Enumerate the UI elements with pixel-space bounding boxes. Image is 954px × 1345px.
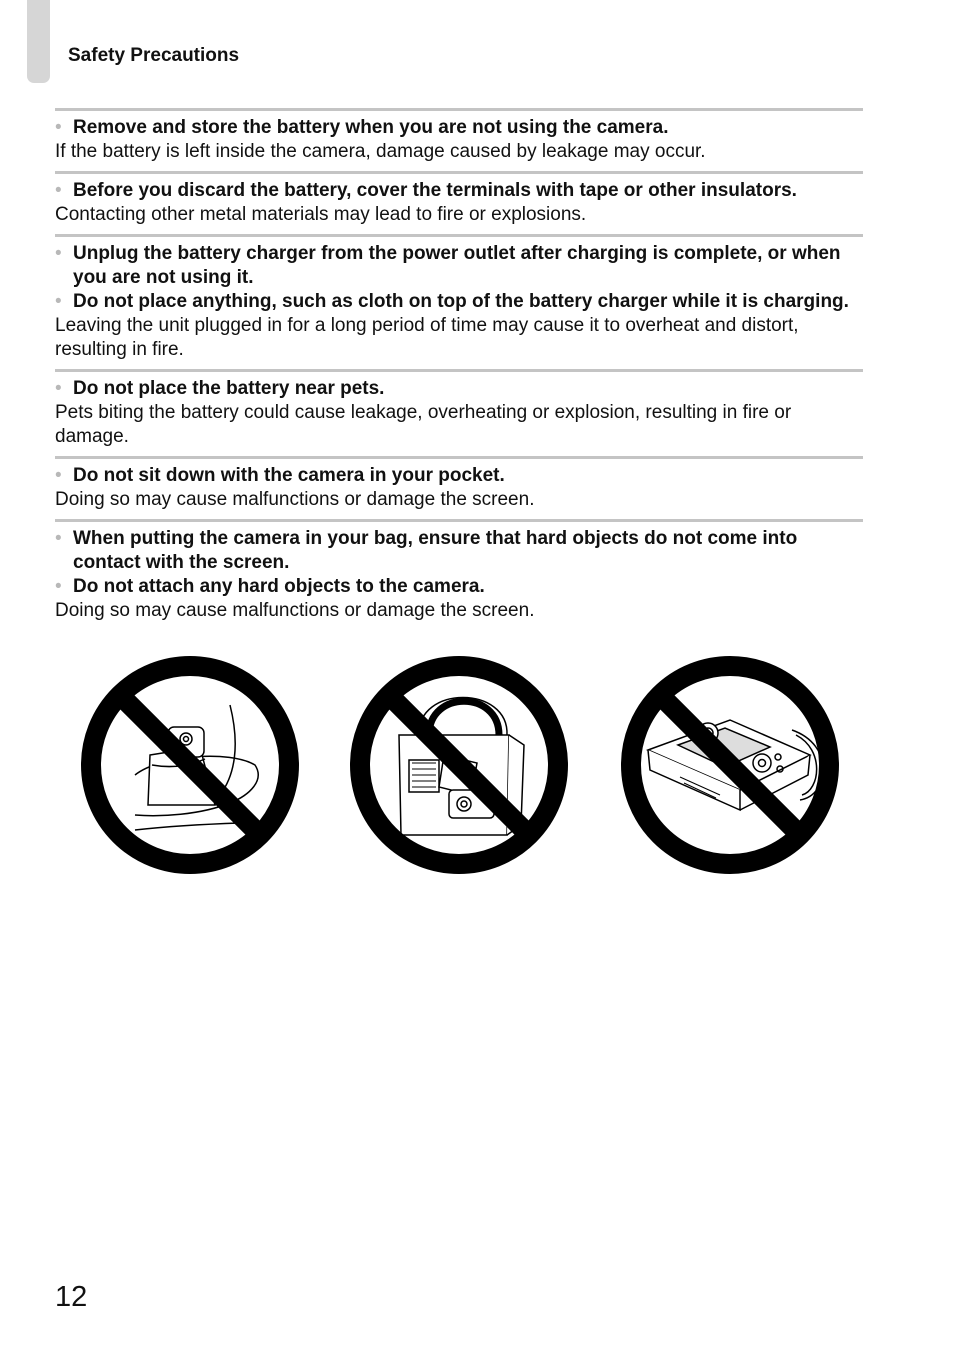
precaution-item [55, 290, 863, 314]
pocket-illustration-svg [80, 655, 300, 875]
section-title: Safety Precautions [68, 45, 240, 66]
prohibit-slash [120, 695, 260, 835]
precaution-block-pocket [55, 456, 863, 512]
precaution-text: Before you discard the battery, cover the terminals with tape or other insulators. [73, 180, 797, 201]
bullet-marker: • [55, 465, 62, 486]
bullet-marker: • [55, 378, 62, 399]
bullet-marker: • [55, 291, 62, 312]
precaution-note: Contacting other metal materials may lead to fire or explosions. [55, 204, 587, 225]
precaution-item [55, 527, 863, 575]
prohibited-actions-illustrations [80, 655, 845, 875]
precaution-text: When putting the camera in your bag, ensure that hard objects do not come into contact with the screen. [73, 528, 798, 573]
precaution-item [55, 575, 863, 599]
precaution-block-battery-storage [55, 108, 863, 164]
camera-illustration-svg [620, 655, 840, 875]
bullet-marker: • [55, 117, 62, 138]
precaution-text: Unplug the battery charger from the power outlet after charging is complete, or when you are not using it. [73, 243, 841, 288]
precaution-item [55, 179, 863, 203]
precaution-note: Pets biting the battery could cause leakage, overheating or explosion, resulting in fire or damage. [55, 402, 792, 447]
precaution-block-pets [55, 369, 863, 449]
precaution-text: Do not sit down with the camera in your pocket. [73, 465, 505, 486]
camera-in-bag-prohibited-icon [349, 655, 569, 875]
precaution-block-battery-discard [55, 171, 863, 227]
bullet-marker: • [55, 180, 62, 201]
precaution-item [55, 464, 863, 488]
bullet-marker: • [55, 576, 62, 597]
precaution-item [55, 377, 863, 401]
page-number: 12 [55, 1281, 88, 1313]
precaution-item [55, 242, 863, 290]
bag-illustration-svg [349, 655, 569, 875]
camera-with-hard-object-prohibited-icon [620, 655, 840, 875]
precaution-note: Doing so may cause malfunctions or damage the screen. [55, 489, 535, 510]
camera-in-pocket-prohibited-icon [80, 655, 300, 875]
precaution-text: Do not place anything, such as cloth on top of the battery charger while it is charging. [73, 291, 849, 312]
precaution-block-charger [55, 234, 863, 362]
precaution-note: Doing so may cause malfunctions or damage the screen. [55, 600, 535, 621]
bullet-marker: • [55, 528, 62, 549]
precaution-text: Do not place the battery near pets. [73, 378, 385, 399]
chapter-side-tab [27, 0, 50, 83]
precaution-note: Leaving the unit plugged in for a long period of time may cause it to overheat and distort, resulting in fire. [55, 315, 799, 360]
precaution-note: If the battery is left inside the camera, damage caused by leakage may occur. [55, 141, 706, 162]
precaution-text: Do not attach any hard objects to the camera. [73, 576, 485, 597]
safety-precautions-content [55, 108, 863, 630]
precaution-block-bag [55, 519, 863, 623]
precaution-item [55, 116, 863, 140]
precaution-text: Remove and store the battery when you are not using the camera. [73, 117, 669, 138]
bullet-marker: • [55, 243, 62, 264]
